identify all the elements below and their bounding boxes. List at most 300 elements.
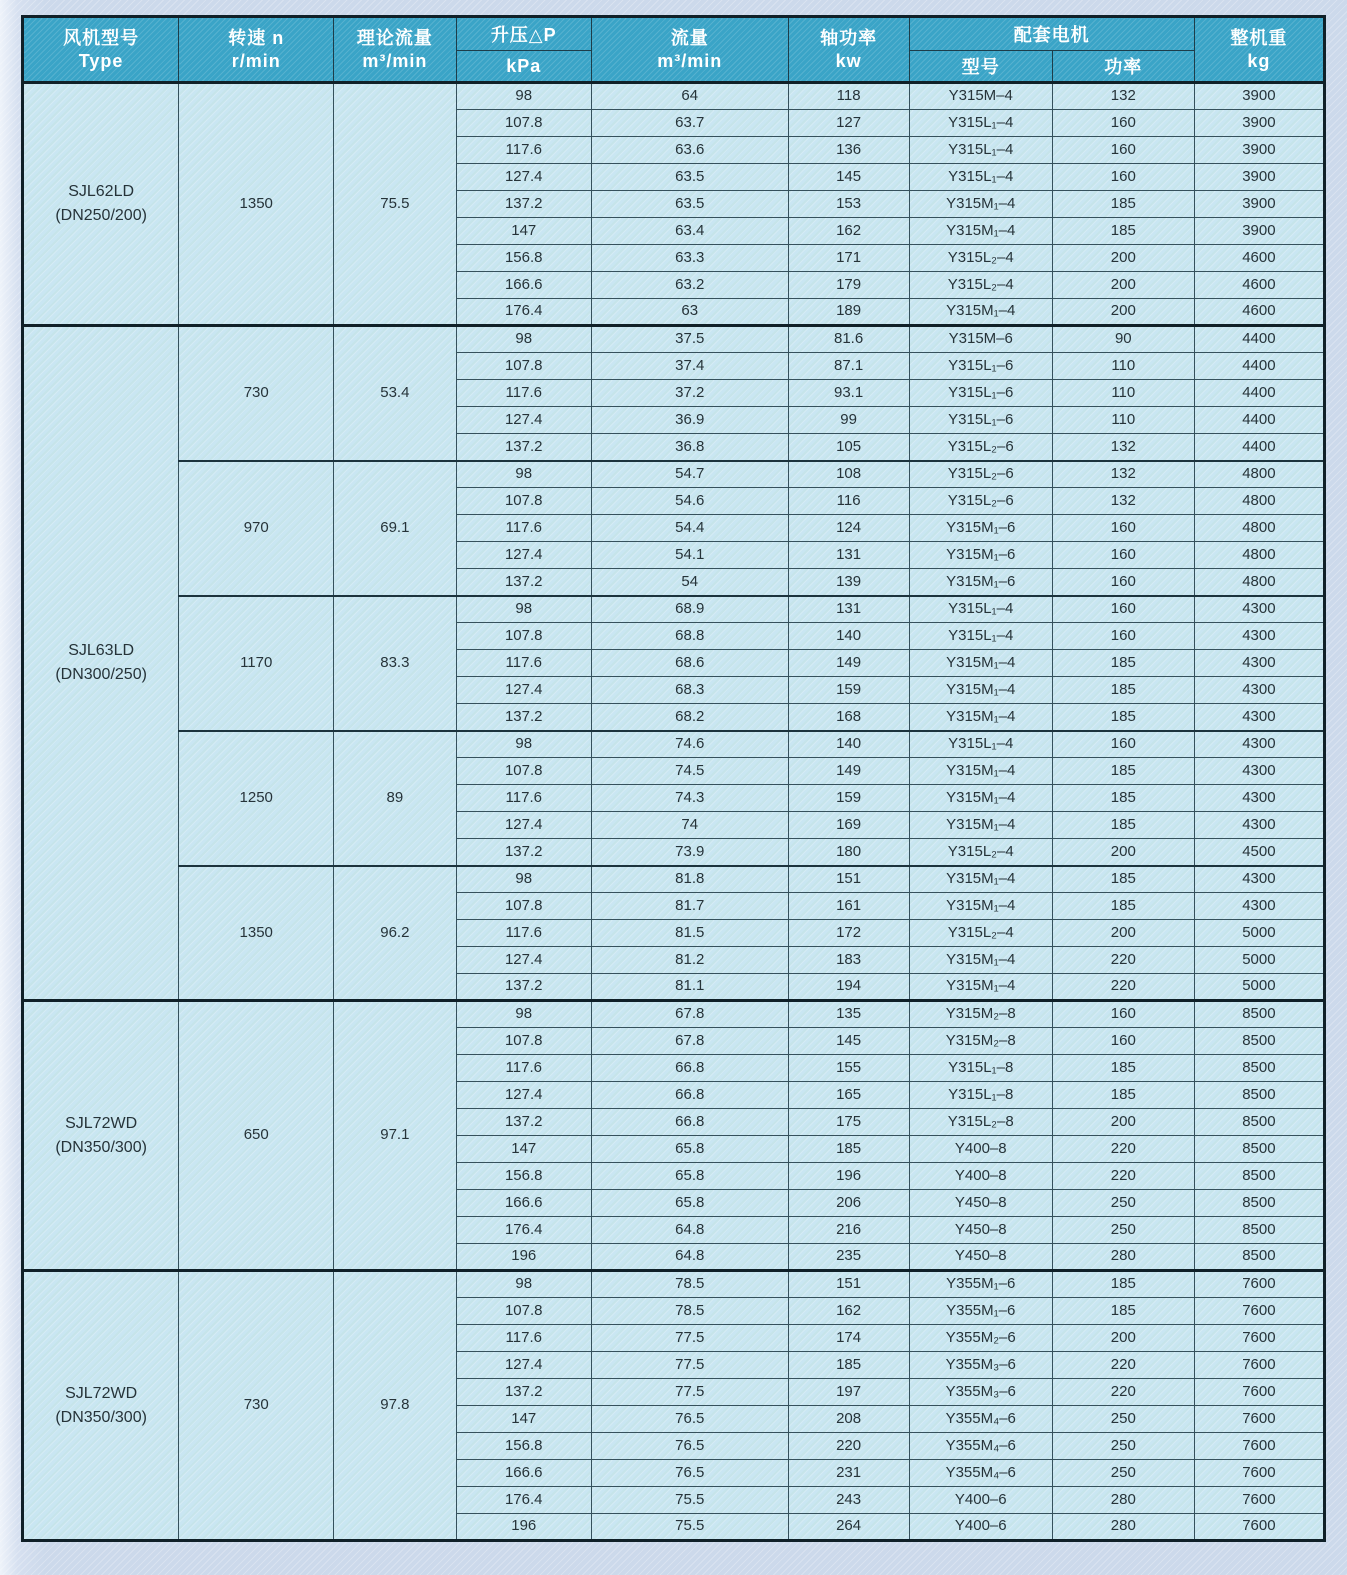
pressure-cell: 127.4 xyxy=(456,164,591,191)
shaft-power-cell: 179 xyxy=(788,272,909,299)
motor-model-cell: Y315M–4 xyxy=(909,83,1052,110)
table-body xyxy=(23,83,1325,1541)
theoretical-flow-cell: 53.4 xyxy=(334,326,456,461)
motor-power-cell: 185 xyxy=(1052,758,1194,785)
motor-model-cell: Y315L₂–8 xyxy=(909,1109,1052,1136)
motor-model-cell: Y315L₁–8 xyxy=(909,1055,1052,1082)
shaft-power-cell: 159 xyxy=(788,677,909,704)
table-row xyxy=(23,1001,1325,1028)
header-shaft-power-unit: kw xyxy=(835,50,862,71)
flow-cell: 63.3 xyxy=(591,245,788,272)
weight-cell: 7600 xyxy=(1194,1325,1324,1352)
weight-cell: 4300 xyxy=(1194,758,1324,785)
shaft-power-cell: 87.1 xyxy=(788,353,909,380)
header-motor-power: 功率 xyxy=(1052,51,1194,83)
flow-cell: 78.5 xyxy=(591,1271,788,1298)
fan-model-dn: (DN250/200) xyxy=(55,207,147,224)
pressure-cell: 166.6 xyxy=(456,1190,591,1217)
weight-cell: 8500 xyxy=(1194,1001,1324,1028)
pressure-cell: 166.6 xyxy=(456,1460,591,1487)
motor-model-cell: Y355M₄–6 xyxy=(909,1406,1052,1433)
weight-cell: 4300 xyxy=(1194,812,1324,839)
pressure-cell: 176.4 xyxy=(456,1217,591,1244)
speed-cell: 970 xyxy=(179,461,334,596)
weight-cell: 7600 xyxy=(1194,1406,1324,1433)
weight-cell: 7600 xyxy=(1194,1298,1324,1325)
motor-model-cell: Y315L₁–4 xyxy=(909,596,1052,623)
motor-model-cell: Y315L₁–6 xyxy=(909,380,1052,407)
header-fan-model xyxy=(23,17,179,83)
pressure-cell: 147 xyxy=(456,1136,591,1163)
pressure-cell: 117.6 xyxy=(456,920,591,947)
motor-power-cell: 250 xyxy=(1052,1190,1194,1217)
weight-cell: 4400 xyxy=(1194,326,1324,353)
pressure-cell: 137.2 xyxy=(456,974,591,1001)
pressure-cell: 127.4 xyxy=(456,407,591,434)
pressure-cell: 127.4 xyxy=(456,1082,591,1109)
fan-model-name: SJL62LD xyxy=(68,183,135,200)
shaft-power-cell: 175 xyxy=(788,1109,909,1136)
flow-cell: 64.8 xyxy=(591,1217,788,1244)
motor-power-cell: 200 xyxy=(1052,245,1194,272)
motor-power-cell: 160 xyxy=(1052,569,1194,596)
flow-cell: 66.8 xyxy=(591,1055,788,1082)
fan-model-cell xyxy=(23,83,179,326)
pressure-cell: 127.4 xyxy=(456,677,591,704)
motor-model-cell: Y315L₁–4 xyxy=(909,164,1052,191)
shaft-power-cell: 149 xyxy=(788,758,909,785)
fan-model-dn: (DN350/300) xyxy=(55,1138,147,1156)
flow-cell: 65.8 xyxy=(591,1190,788,1217)
pressure-cell: 127.4 xyxy=(456,947,591,974)
weight-cell: 7600 xyxy=(1194,1271,1324,1298)
pressure-cell: 98 xyxy=(456,596,591,623)
motor-power-cell: 132 xyxy=(1052,461,1194,488)
motor-model-cell: Y315L₂–6 xyxy=(909,434,1052,461)
shaft-power-cell: 145 xyxy=(788,1028,909,1055)
pressure-cell: 196 xyxy=(456,1514,591,1541)
motor-power-cell: 160 xyxy=(1052,1028,1194,1055)
weight-cell: 4800 xyxy=(1194,542,1324,569)
pressure-cell: 107.8 xyxy=(456,1298,591,1325)
pressure-cell: 137.2 xyxy=(456,704,591,731)
motor-model-cell: Y450–8 xyxy=(909,1217,1052,1244)
flow-cell: 54.1 xyxy=(591,542,788,569)
flow-cell: 63.4 xyxy=(591,218,788,245)
shaft-power-cell: 140 xyxy=(788,623,909,650)
table-row xyxy=(23,1271,1325,1298)
shaft-power-cell: 180 xyxy=(788,839,909,866)
weight-cell: 5000 xyxy=(1194,974,1324,1001)
pressure-cell: 117.6 xyxy=(456,137,591,164)
weight-cell: 4400 xyxy=(1194,380,1324,407)
motor-model-cell: Y315L₂–6 xyxy=(909,461,1052,488)
weight-cell: 4400 xyxy=(1194,434,1324,461)
shaft-power-cell: 140 xyxy=(788,731,909,758)
motor-model-cell: Y315L₁–4 xyxy=(909,110,1052,137)
theoretical-flow-cell: 97.8 xyxy=(334,1271,456,1541)
shaft-power-cell: 168 xyxy=(788,704,909,731)
weight-cell: 8500 xyxy=(1194,1082,1324,1109)
motor-model-cell: Y355M₁–6 xyxy=(909,1271,1052,1298)
weight-cell: 4500 xyxy=(1194,839,1324,866)
weight-cell: 4300 xyxy=(1194,704,1324,731)
shaft-power-cell: 124 xyxy=(788,515,909,542)
shaft-power-cell: 149 xyxy=(788,650,909,677)
weight-cell: 4300 xyxy=(1194,893,1324,920)
weight-cell: 4300 xyxy=(1194,623,1324,650)
pressure-cell: 156.8 xyxy=(456,1163,591,1190)
flow-cell: 63 xyxy=(591,299,788,326)
motor-model-cell: Y315M₁–6 xyxy=(909,569,1052,596)
flow-cell: 73.9 xyxy=(591,839,788,866)
table-row xyxy=(23,596,1325,623)
motor-model-cell: Y315M₁–4 xyxy=(909,758,1052,785)
shaft-power-cell: 162 xyxy=(788,218,909,245)
shaft-power-cell: 161 xyxy=(788,893,909,920)
motor-model-cell: Y355M₃–6 xyxy=(909,1379,1052,1406)
header-fan-model-en: Type xyxy=(78,50,124,71)
flow-cell: 66.8 xyxy=(591,1082,788,1109)
motor-model-cell: Y315L₂–6 xyxy=(909,488,1052,515)
shaft-power-cell: 136 xyxy=(788,137,909,164)
pressure-cell: 107.8 xyxy=(456,110,591,137)
header-flow xyxy=(591,17,788,83)
motor-model-cell: Y315M₁–4 xyxy=(909,893,1052,920)
flow-cell: 65.8 xyxy=(591,1136,788,1163)
theoretical-flow-cell: 75.5 xyxy=(334,83,456,326)
header-theoretical-flow-unit: m³/min xyxy=(362,50,428,71)
theoretical-flow-cell: 83.3 xyxy=(334,596,456,731)
speed-cell: 1350 xyxy=(179,83,334,326)
flow-cell: 74.5 xyxy=(591,758,788,785)
flow-cell: 75.5 xyxy=(591,1514,788,1541)
flow-cell: 74.6 xyxy=(591,731,788,758)
header-row-1 xyxy=(23,17,1325,51)
theoretical-flow-cell: 97.1 xyxy=(334,1001,456,1271)
speed-cell: 1170 xyxy=(179,596,334,731)
pressure-cell: 117.6 xyxy=(456,785,591,812)
weight-cell: 8500 xyxy=(1194,1217,1324,1244)
flow-cell: 68.2 xyxy=(591,704,788,731)
shaft-power-cell: 172 xyxy=(788,920,909,947)
pressure-cell: 98 xyxy=(456,326,591,353)
header-pressure: 升压△P xyxy=(456,17,591,51)
shaft-power-cell: 99 xyxy=(788,407,909,434)
motor-model-cell: Y315M₁–4 xyxy=(909,218,1052,245)
weight-cell: 4400 xyxy=(1194,407,1324,434)
shaft-power-cell: 183 xyxy=(788,947,909,974)
flow-cell: 77.5 xyxy=(591,1325,788,1352)
weight-cell: 4600 xyxy=(1194,272,1324,299)
flow-cell: 64.8 xyxy=(591,1244,788,1271)
weight-cell: 3900 xyxy=(1194,164,1324,191)
motor-power-cell: 110 xyxy=(1052,353,1194,380)
weight-cell: 7600 xyxy=(1194,1460,1324,1487)
pressure-cell: 107.8 xyxy=(456,623,591,650)
shaft-power-cell: 165 xyxy=(788,1082,909,1109)
motor-model-cell: Y450–8 xyxy=(909,1244,1052,1271)
weight-cell: 3900 xyxy=(1194,137,1324,164)
motor-power-cell: 132 xyxy=(1052,434,1194,461)
motor-power-cell: 250 xyxy=(1052,1460,1194,1487)
motor-power-cell: 132 xyxy=(1052,488,1194,515)
speed-cell: 650 xyxy=(179,1001,334,1271)
motor-power-cell: 90 xyxy=(1052,326,1194,353)
motor-power-cell: 185 xyxy=(1052,650,1194,677)
flow-cell: 37.5 xyxy=(591,326,788,353)
motor-power-cell: 280 xyxy=(1052,1514,1194,1541)
motor-power-cell: 185 xyxy=(1052,866,1194,893)
flow-cell: 77.5 xyxy=(591,1379,788,1406)
pressure-cell: 98 xyxy=(456,83,591,110)
motor-power-cell: 200 xyxy=(1052,1109,1194,1136)
flow-cell: 67.8 xyxy=(591,1001,788,1028)
flow-cell: 68.3 xyxy=(591,677,788,704)
flow-cell: 37.2 xyxy=(591,380,788,407)
pressure-cell: 137.2 xyxy=(456,1109,591,1136)
motor-model-cell: Y450–8 xyxy=(909,1190,1052,1217)
shaft-power-cell: 81.6 xyxy=(788,326,909,353)
motor-power-cell: 160 xyxy=(1052,137,1194,164)
weight-cell: 4800 xyxy=(1194,461,1324,488)
motor-model-cell: Y315M₁–4 xyxy=(909,785,1052,812)
weight-cell: 8500 xyxy=(1194,1028,1324,1055)
pressure-cell: 98 xyxy=(456,1001,591,1028)
header-theoretical-flow xyxy=(334,17,456,83)
table-row xyxy=(23,326,1325,353)
motor-power-cell: 220 xyxy=(1052,974,1194,1001)
motor-model-cell: Y315M₁–4 xyxy=(909,812,1052,839)
motor-power-cell: 220 xyxy=(1052,947,1194,974)
flow-cell: 54.7 xyxy=(591,461,788,488)
motor-model-cell: Y355M₂–6 xyxy=(909,1325,1052,1352)
flow-cell: 78.5 xyxy=(591,1298,788,1325)
weight-cell: 4800 xyxy=(1194,569,1324,596)
header-speed-cn: 转速 n xyxy=(228,28,285,48)
motor-power-cell: 280 xyxy=(1052,1487,1194,1514)
weight-cell: 4300 xyxy=(1194,677,1324,704)
fan-spec-table xyxy=(21,15,1326,1542)
pressure-cell: 98 xyxy=(456,866,591,893)
header-shaft-power xyxy=(788,17,909,83)
weight-cell: 4300 xyxy=(1194,650,1324,677)
pressure-cell: 107.8 xyxy=(456,1028,591,1055)
shaft-power-cell: 108 xyxy=(788,461,909,488)
motor-model-cell: Y315M₁–6 xyxy=(909,515,1052,542)
header-flow-unit: m³/min xyxy=(657,50,723,71)
pressure-cell: 127.4 xyxy=(456,1352,591,1379)
motor-power-cell: 200 xyxy=(1052,1325,1194,1352)
motor-power-cell: 185 xyxy=(1052,1082,1194,1109)
motor-power-cell: 250 xyxy=(1052,1406,1194,1433)
motor-power-cell: 220 xyxy=(1052,1379,1194,1406)
header-weight xyxy=(1194,17,1324,83)
pressure-cell: 137.2 xyxy=(456,191,591,218)
motor-model-cell: Y315M₁–4 xyxy=(909,704,1052,731)
weight-cell: 8500 xyxy=(1194,1136,1324,1163)
weight-cell: 4300 xyxy=(1194,731,1324,758)
shaft-power-cell: 162 xyxy=(788,1298,909,1325)
shaft-power-cell: 131 xyxy=(788,542,909,569)
weight-cell: 4800 xyxy=(1194,515,1324,542)
flow-cell: 66.8 xyxy=(591,1109,788,1136)
motor-model-cell: Y315L₂–4 xyxy=(909,839,1052,866)
flow-cell: 64 xyxy=(591,83,788,110)
pressure-cell: 137.2 xyxy=(456,569,591,596)
motor-power-cell: 185 xyxy=(1052,1055,1194,1082)
pressure-cell: 117.6 xyxy=(456,1055,591,1082)
motor-power-cell: 185 xyxy=(1052,677,1194,704)
fan-model-cell xyxy=(23,326,179,1001)
table-row xyxy=(23,866,1325,893)
fan-model-dn: (DN300/250) xyxy=(55,666,147,683)
shaft-power-cell: 208 xyxy=(788,1406,909,1433)
shaft-power-cell: 135 xyxy=(788,1001,909,1028)
flow-cell: 76.5 xyxy=(591,1406,788,1433)
pressure-cell: 176.4 xyxy=(456,299,591,326)
weight-cell: 3900 xyxy=(1194,191,1324,218)
header-motor-group: 配套电机 xyxy=(909,17,1194,51)
fan-model-name: SJL72WD xyxy=(65,1114,138,1132)
flow-cell: 81.8 xyxy=(591,866,788,893)
motor-power-cell: 185 xyxy=(1052,1298,1194,1325)
shaft-power-cell: 169 xyxy=(788,812,909,839)
motor-model-cell: Y355M₃–6 xyxy=(909,1352,1052,1379)
motor-model-cell: Y355M₁–6 xyxy=(909,1298,1052,1325)
motor-power-cell: 160 xyxy=(1052,515,1194,542)
fan-model-name: SJL72WD xyxy=(65,1384,138,1402)
pressure-cell: 127.4 xyxy=(456,542,591,569)
motor-power-cell: 200 xyxy=(1052,299,1194,326)
flow-cell: 54.4 xyxy=(591,515,788,542)
motor-model-cell: Y315M₁–4 xyxy=(909,677,1052,704)
weight-cell: 7600 xyxy=(1194,1352,1324,1379)
pressure-cell: 107.8 xyxy=(456,488,591,515)
shaft-power-cell: 231 xyxy=(788,1460,909,1487)
motor-model-cell: Y315M₁–4 xyxy=(909,866,1052,893)
flow-cell: 37.4 xyxy=(591,353,788,380)
motor-model-cell: Y315L₁–6 xyxy=(909,353,1052,380)
motor-power-cell: 110 xyxy=(1052,407,1194,434)
motor-model-cell: Y315M–6 xyxy=(909,326,1052,353)
motor-model-cell: Y315M₂–8 xyxy=(909,1001,1052,1028)
shaft-power-cell: 174 xyxy=(788,1325,909,1352)
motor-model-cell: Y400–6 xyxy=(909,1487,1052,1514)
flow-cell: 76.5 xyxy=(591,1433,788,1460)
motor-model-cell: Y400–8 xyxy=(909,1136,1052,1163)
shaft-power-cell: 197 xyxy=(788,1379,909,1406)
speed-cell: 1350 xyxy=(179,866,334,1001)
weight-cell: 4600 xyxy=(1194,299,1324,326)
motor-model-cell: Y315M₁–4 xyxy=(909,299,1052,326)
pressure-cell: 117.6 xyxy=(456,1325,591,1352)
motor-model-cell: Y315M₁–4 xyxy=(909,947,1052,974)
motor-power-cell: 250 xyxy=(1052,1217,1194,1244)
header-speed-unit: r/min xyxy=(231,50,281,71)
fan-model-dn: (DN350/300) xyxy=(55,1408,147,1426)
motor-model-cell: Y315L₂–4 xyxy=(909,272,1052,299)
theoretical-flow-cell: 69.1 xyxy=(334,461,456,596)
speed-cell: 730 xyxy=(179,326,334,461)
flow-cell: 36.9 xyxy=(591,407,788,434)
motor-power-cell: 200 xyxy=(1052,920,1194,947)
header-weight-unit: kg xyxy=(1247,50,1271,71)
motor-power-cell: 220 xyxy=(1052,1163,1194,1190)
weight-cell: 8500 xyxy=(1194,1244,1324,1271)
shaft-power-cell: 93.1 xyxy=(788,380,909,407)
flow-cell: 68.9 xyxy=(591,596,788,623)
pressure-cell: 156.8 xyxy=(456,1433,591,1460)
weight-cell: 3900 xyxy=(1194,218,1324,245)
motor-power-cell: 110 xyxy=(1052,380,1194,407)
shaft-power-cell: 220 xyxy=(788,1433,909,1460)
motor-model-cell: Y400–6 xyxy=(909,1514,1052,1541)
motor-power-cell: 132 xyxy=(1052,83,1194,110)
shaft-power-cell: 194 xyxy=(788,974,909,1001)
motor-power-cell: 160 xyxy=(1052,110,1194,137)
motor-power-cell: 200 xyxy=(1052,272,1194,299)
flow-cell: 81.1 xyxy=(591,974,788,1001)
weight-cell: 8500 xyxy=(1194,1055,1324,1082)
table-row xyxy=(23,731,1325,758)
fan-model-cell xyxy=(23,1271,179,1541)
motor-power-cell: 185 xyxy=(1052,785,1194,812)
shaft-power-cell: 127 xyxy=(788,110,909,137)
weight-cell: 5000 xyxy=(1194,920,1324,947)
pressure-cell: 137.2 xyxy=(456,434,591,461)
motor-model-cell: Y355M₄–6 xyxy=(909,1433,1052,1460)
pressure-cell: 107.8 xyxy=(456,758,591,785)
weight-cell: 8500 xyxy=(1194,1163,1324,1190)
motor-power-cell: 185 xyxy=(1052,191,1194,218)
motor-model-cell: Y355M₄–6 xyxy=(909,1460,1052,1487)
weight-cell: 8500 xyxy=(1194,1109,1324,1136)
flow-cell: 67.8 xyxy=(591,1028,788,1055)
shaft-power-cell: 235 xyxy=(788,1244,909,1271)
shaft-power-cell: 171 xyxy=(788,245,909,272)
header-weight-cn: 整机重 xyxy=(1230,28,1288,48)
pressure-cell: 147 xyxy=(456,1406,591,1433)
motor-power-cell: 160 xyxy=(1052,164,1194,191)
motor-power-cell: 185 xyxy=(1052,1271,1194,1298)
motor-power-cell: 160 xyxy=(1052,596,1194,623)
flow-cell: 68.8 xyxy=(591,623,788,650)
flow-cell: 75.5 xyxy=(591,1487,788,1514)
weight-cell: 4300 xyxy=(1194,866,1324,893)
flow-cell: 54 xyxy=(591,569,788,596)
flow-cell: 36.8 xyxy=(591,434,788,461)
shaft-power-cell: 155 xyxy=(788,1055,909,1082)
flow-cell: 74 xyxy=(591,812,788,839)
header-speed xyxy=(179,17,334,83)
header-shaft-power-cn: 轴功率 xyxy=(820,28,878,48)
weight-cell: 7600 xyxy=(1194,1514,1324,1541)
weight-cell: 7600 xyxy=(1194,1433,1324,1460)
shaft-power-cell: 196 xyxy=(788,1163,909,1190)
motor-model-cell: Y315L₁–8 xyxy=(909,1082,1052,1109)
motor-power-cell: 160 xyxy=(1052,542,1194,569)
motor-power-cell: 220 xyxy=(1052,1352,1194,1379)
fan-model-cell xyxy=(23,1001,179,1271)
pressure-cell: 107.8 xyxy=(456,893,591,920)
motor-model-cell: Y315M₁–4 xyxy=(909,191,1052,218)
shaft-power-cell: 118 xyxy=(788,83,909,110)
pressure-cell: 137.2 xyxy=(456,839,591,866)
header-motor-model: 型号 xyxy=(909,51,1052,83)
pressure-cell: 176.4 xyxy=(456,1487,591,1514)
pressure-cell: 98 xyxy=(456,731,591,758)
